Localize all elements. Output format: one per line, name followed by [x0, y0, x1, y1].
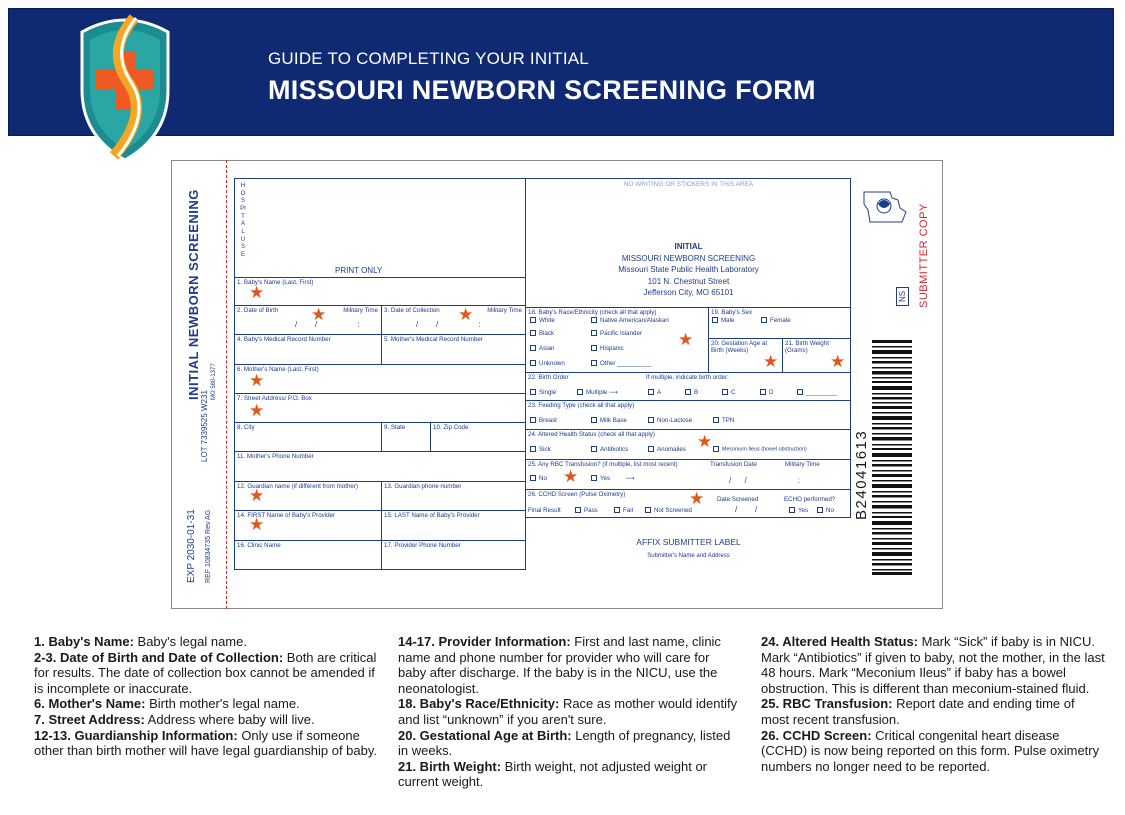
submitter-copy-label: SUBMITTER COPY [918, 203, 930, 308]
cchd-final-result-label: Final Result [528, 507, 561, 514]
birth-order-d-option[interactable]: D [760, 389, 773, 396]
star-icon: ★ [763, 352, 779, 371]
field-altered-health[interactable]: 24. Altered Health Status (check all that apply) [525, 429, 851, 460]
instruction-item: 7. Street Address: Address where baby will live. [34, 711, 315, 727]
health-shield-logo-icon [76, 10, 174, 162]
perforation-line [226, 160, 227, 609]
birth-order-a-option[interactable]: A [648, 389, 661, 396]
instruction-item: 21. Birth Weight: Birth weight, not adjusted weight or current weight. [398, 758, 707, 790]
field-clinic-name[interactable]: 16. Clinic Name [234, 540, 382, 570]
echo-yes-option[interactable]: Yes [789, 507, 808, 514]
form-code: MO 580-1377 [211, 363, 217, 400]
ns-label: NS [896, 287, 909, 306]
hospital-use-label: HOSPITAL USE [240, 183, 246, 259]
race-black-option[interactable]: Black [530, 330, 554, 337]
instructions-column-2 [398, 634, 738, 790]
instruction-item: 25. RBC Transfusion: Report date and ending time of most recent transfusion. [761, 696, 1075, 727]
star-icon: ★ [563, 467, 579, 486]
health-sick-option[interactable]: Sick [530, 446, 551, 453]
instructions-column-3 [761, 634, 1106, 774]
instruction-item: 26. CCHD Screen: Critical congenital heart disease (CCHD) is now being reported on this form. Pulse oximetry numbers no longer need to be reported. [761, 727, 1100, 774]
feeding-nonlactose-option[interactable]: Non-Lactose [648, 417, 692, 424]
form-vertical-title: INITIAL NEWBORN SCREENING [186, 189, 201, 400]
birth-order-multiple-option[interactable]: Multiple ⟶ [577, 389, 618, 396]
race-native-option[interactable]: Native American/Alaskan [591, 317, 669, 324]
field-mothers-phone[interactable]: 11. Mother's Phone Number [234, 451, 526, 482]
star-icon: ★ [249, 515, 265, 534]
star-icon: ★ [697, 432, 713, 451]
star-icon: ★ [249, 401, 265, 420]
header-title: MISSOURI NEWBORN SCREENING FORM [268, 75, 816, 105]
star-icon: ★ [249, 486, 265, 505]
field-birth-order[interactable]: 22. Birth Order If multiple, indicate birth order: [525, 372, 851, 401]
field-baby-mrn[interactable]: 4. Baby's Medical Record Number [234, 334, 382, 365]
field-mothers-name[interactable]: 6. Mother's Name (Last, First) [234, 364, 526, 394]
field-provider-first-name[interactable]: 14. FIRST Name of Baby's Provider [234, 510, 382, 541]
feeding-milk-option[interactable]: Milk Base [591, 417, 627, 424]
field-cchd-screen[interactable]: 26. CCHD Screen (Pulse Oximetry) Date Screened ECHO performed? [525, 489, 851, 518]
health-antibiotics-option[interactable]: Antibiotics [591, 446, 628, 453]
birth-order-c-option[interactable]: C [722, 389, 735, 396]
birth-order-single-option[interactable]: Single [530, 389, 556, 396]
field-feeding-type[interactable]: 23. Feeding Type (check all that apply) [525, 400, 851, 430]
field-street-address[interactable]: 7. Street Address/ P.O. Box [234, 393, 526, 423]
star-icon: ★ [249, 283, 265, 302]
field-city[interactable]: 8. City [234, 422, 382, 452]
star-icon: ★ [689, 489, 705, 508]
race-asian-option[interactable]: Asian [530, 345, 554, 352]
instructions-column-1 [34, 634, 384, 759]
field-provider-phone[interactable]: 17. Provider Phone Number [381, 540, 526, 570]
field-gestation-age[interactable]: 20. Gestation Age at Birth (Weeks) [708, 338, 783, 373]
health-anomalies-option[interactable]: Anomalies [648, 446, 686, 453]
ref-number: REF 10834735 Rev AG [205, 509, 212, 583]
field-zip-code[interactable]: 10. Zip Code [430, 422, 526, 452]
feeding-breast-option[interactable]: Breast [530, 417, 557, 424]
birth-order-b-option[interactable]: B [685, 389, 698, 396]
field-date-of-birth[interactable]: 2. Date of Birth Military Time / / : [234, 305, 382, 335]
birth-order-other-option[interactable]: _________ [797, 389, 837, 396]
star-icon: ★ [678, 330, 694, 349]
expiration-date: EXP 2030-01-31 [186, 509, 197, 583]
instruction-item: 20. Gestational Age at Birth: Length of pregnancy, listed in weeks. [398, 727, 731, 759]
transfusion-yes-option[interactable]: Yes ⟶ [591, 475, 634, 482]
race-hispanic-option[interactable]: Hispanic [591, 345, 624, 352]
sex-male-option[interactable]: Male [712, 317, 734, 324]
instruction-item: 14-17. Provider Information: First and last name, clinic name and phone number for provider who will care for baby after discharge. If the baby is in the NICU, use the neonatologist. [398, 634, 721, 696]
field-guardian-name[interactable]: 12. Guardian name (if different from mother) [234, 481, 382, 511]
instruction-item: 18. Baby's Race/Ethnicity: Race as mother would identify and list “unknown” if you aren't sure. [398, 696, 738, 727]
field-state[interactable]: 9. State [381, 422, 431, 452]
no-writing-label: NO WRITING OR STICKERS IN THIS AREA [623, 181, 754, 188]
field-provider-last-name[interactable]: 15. LAST Name of Baby's Provider [381, 510, 526, 541]
echo-no-option[interactable]: No [817, 507, 834, 514]
sex-female-option[interactable]: Female [761, 317, 791, 324]
instruction-item: 12-13. Guardianship Information: Only use if someone other than birth mother will have legal guardianship of baby. [34, 727, 378, 759]
race-other-option[interactable]: Other __________ [591, 360, 652, 367]
field-guardian-phone[interactable]: 13. Guardian phone number [381, 481, 526, 511]
star-icon: ★ [311, 305, 327, 324]
field-birth-weight[interactable]: 21. Birth Weight (Grams) [782, 338, 851, 373]
health-meconium-option[interactable]: Meconium Ileus (bowel obstruction) [713, 446, 807, 452]
field-babys-name[interactable]: 1. Baby's Name (Last, First) [234, 277, 526, 306]
star-icon: ★ [249, 371, 265, 390]
instruction-item: 24. Altered Health Status: Mark “Sick” if baby is in NICU. Mark “Antibiotics” if given to baby, not the mother, in the last 48 hours. Mark “Meconium Ileus” if baby has a bowel obstruction. This is different than meconium-stained fluid. [761, 634, 1105, 696]
instruction-item: 2-3. Date of Birth and Date of Collection: Both are critical for results. The date of collection box cannot be amended if is incomplete or inaccurate. [34, 649, 377, 696]
lab-address: INITIAL MISSOURI NEWBORN SCREENING Missouri State Public Health Laboratory 101 N. Chestnut Street Jefferson City, MO 65101 [618, 242, 759, 298]
lot-number: LOT 7339525 W231 [200, 390, 209, 462]
field-race-ethnicity[interactable]: 18. Baby's Race/Ethnicity (check all that apply) [525, 307, 709, 373]
missouri-seal-icon [860, 184, 910, 230]
cchd-fail-option[interactable]: Fail [614, 507, 633, 514]
print-only-label: PRINT ONLY [335, 266, 383, 275]
affix-label-subtitle: Submitter's Name and Address [647, 553, 730, 559]
star-icon: ★ [830, 352, 846, 371]
race-unknown-option[interactable]: Unknown [530, 360, 565, 367]
affix-label-title: AFFIX SUBMITTER LABEL [636, 537, 741, 547]
cchd-date-slashes: / / [735, 505, 758, 514]
race-pacific-option[interactable]: Pacific Islander [591, 330, 642, 337]
header-subtitle: GUIDE TO COMPLETING YOUR INITIAL [268, 49, 589, 68]
instruction-item: 6. Mother's Name: Birth mother's legal name. [34, 696, 300, 712]
feeding-tpn-option[interactable]: TPN [713, 417, 734, 424]
field-date-of-collection[interactable]: 3. Date of Collection Military Time / / : [381, 305, 526, 335]
instruction-item: 1. Baby's Name: Baby's legal name. [34, 634, 247, 649]
transfusion-no-option[interactable]: No [530, 475, 547, 482]
star-icon: ★ [458, 305, 474, 324]
field-mother-mrn[interactable]: 5. Mother's Medical Record Number [381, 334, 526, 365]
hospital-use-box [234, 178, 526, 278]
race-white-option[interactable]: White [530, 317, 555, 324]
cchd-not-screened-option[interactable]: Not Screened [645, 507, 692, 514]
barcode-number: B24041613 [853, 429, 870, 520]
barcode-icon [872, 340, 912, 575]
cchd-pass-option[interactable]: Pass [575, 507, 598, 514]
field-babys-sex[interactable]: 19. Baby's Sex [708, 307, 851, 339]
field-rbc-transfusion[interactable]: 25. Any RBC Transfusion? (if multiple, list most recent) Transfusion Date Military Time / / : [525, 459, 851, 490]
